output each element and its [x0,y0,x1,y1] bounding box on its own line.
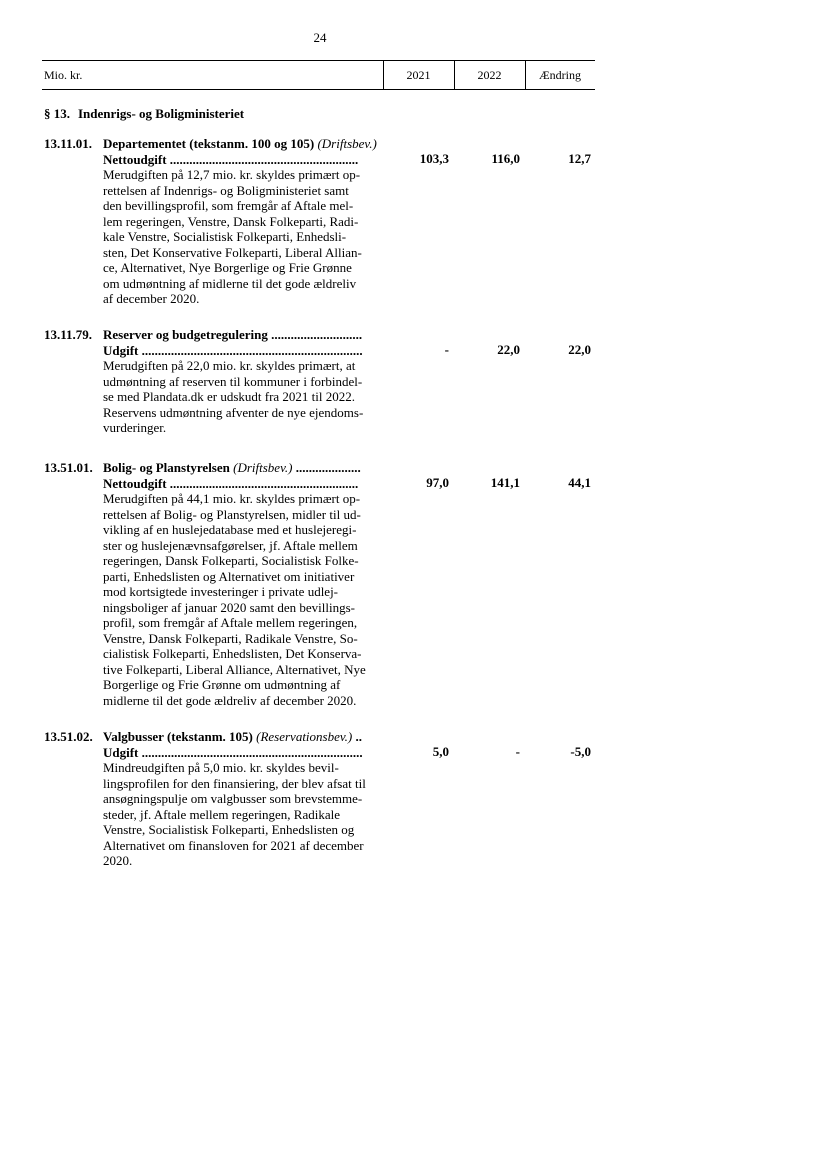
column-2021-header: 2021 [406,68,431,82]
entry-text-line: lem regeringen, Venstre, Dansk Folkeparti, Radi- [103,213,359,229]
unit-label: Mio. kr. [44,68,83,82]
entry-text-line: Merudgiften på 22,0 mio. kr. skyldes primært, at [103,358,356,373]
value-2022: 141,1 [490,475,520,490]
entry-text-line: steder, jf. Aftale mellem regeringen, Radikale [103,806,340,822]
entry-text-line: midlerne til det gode ældreliv af december 2020. [103,692,357,708]
value-2021: - [444,342,449,357]
entry-text-line: lingsprofilen for den finansiering, der blev afsat til [103,775,366,791]
entry-title-note: (Driftsbev.) [317,136,377,151]
entry-sub-label: Nettoudgift [103,475,167,491]
entry-body [103,729,383,869]
value-change: 22,0 [568,342,591,357]
entry-sub-dots: .......................................................... [166,475,359,491]
entry-title: Bolig- og Planstyrelsen [103,460,230,475]
entry-text-line: se med Plandata.dk er udskudt fra 2021 til 2022. [103,389,356,404]
entry-text-line: ce, Alternativet, Nye Borgerlige og Frie Grønne [103,260,352,275]
entry-text-line: sten, Det Konservative Folkeparti, Liberal Allian- [103,244,362,260]
entry-sub-dots: .......................................................... [166,151,359,167]
entry-title-dots: .. [352,729,363,744]
value-change: 44,1 [568,475,591,490]
entry-text-line: vurderinger. [103,420,167,435]
entry-code: 13.11.01. [44,136,93,151]
entry-text-line: af december 2020. [103,291,200,306]
entry-text-line: Merudgiften på 44,1 mio. kr. skyldes primært op- [103,491,361,506]
column-change-header: Ændring [539,68,581,82]
entry-text-line: regeringen, Dansk Folkeparti, Socialistisk Folke- [103,553,359,568]
section-symbol: § 13. [44,106,70,121]
entry-text-line: cialistisk Folkeparti, Enhedslisten, Det Konserva- [103,646,362,661]
entry-sub-dots: .................................................................... [138,744,363,760]
column-header [42,60,595,90]
entry-sub-label: Udgift [103,342,139,358]
entry-text-line: Mindreudgiften på 5,0 mio. kr. skyldes bevil- [103,760,339,775]
entry-text-line: tive Folkeparti, Liberal Alliance, Alternativet, Nye [103,661,366,677]
column-2022-header: 2022 [477,68,502,82]
entry-text-line: Borgerlige og Frie Grønne om udmøntning af [103,677,341,692]
entry-text-line: rettelsen af Bolig- og Planstyrelsen, midler til ud- [103,506,361,522]
entry-sub-line [103,152,383,168]
entry-title: Reserver og budgetregulering [103,327,268,342]
value-change: 12,7 [568,151,591,166]
entry-body [103,460,383,708]
entry-title-line [103,460,383,476]
entry-text-line: Venstre, Socialistisk Folkeparti, Enhedslisten og [103,822,355,837]
section-title [44,106,244,122]
value-2022: 116,0 [491,151,520,166]
entry-code: 13.51.01. [44,460,93,475]
entry-text-line: den bevillingsprofil, som fremgår af Aftale mel- [103,198,354,213]
entry-text-line: ningsboliger af januar 2020 samt den bevillings- [103,599,356,615]
entry-title: Departementet (tekstanm. 100 og 105) [103,136,315,151]
entry-text-line: ansøgningspulje om valgbusser som brevstemme- [103,791,363,806]
entry-text-line: profil, som fremgår af Aftale mellem regeringen, [103,615,358,630]
page-number: 24 [313,30,327,45]
entry-sub-line [103,745,383,761]
value-2022: - [515,744,520,759]
value-change: -5,0 [570,744,591,759]
entry-sub-label: Nettoudgift [103,151,167,167]
entry-title-note: (Driftsbev.) [233,460,293,475]
entry-title-note: (Reservationsbev.) [256,729,353,744]
entry-title-line [103,136,383,152]
entry-text-line: kale Venstre, Socialistisk Folkeparti, Enhedsli- [103,229,347,244]
entry-text-line: mod kortsigtede investeringer i private udlej- [103,584,339,599]
entry-text-line: 2020. [103,853,133,868]
entry-text-line: om udmøntning af midlerne til det gode ældreliv [103,275,357,291]
value-2021: 103,3 [419,151,449,166]
entry-code: 13.11.79. [44,327,93,342]
value-2022: 22,0 [497,342,520,357]
entry-text-line: Merudgiften på 12,7 mio. kr. skyldes primært op- [103,167,361,182]
entry-text-line: rettelsen af Indenrigs- og Boligministeriet samt [103,182,349,198]
value-2021: 5,0 [432,744,449,759]
value-2021: 97,0 [426,475,449,490]
entry-title: Valgbusser (tekstanm. 105) [103,729,253,744]
entry-title-line [103,327,383,343]
entry-title-dots: .................... [292,460,361,475]
entry-text-line: vikling af en huslejedatabase med et huslejeregi- [103,522,357,537]
entry-text-line: Alternativet om finansloven for 2021 af december [103,837,364,853]
section-name: Indenrigs- og Boligministeriet [78,106,245,121]
entry-body [103,136,383,307]
entry-body [103,327,383,436]
entry-sub-dots: .................................................................... [138,342,363,358]
entry-text-line: Venstre, Dansk Folkeparti, Radikale Venstre, So- [103,630,358,646]
entry-sub-line [103,343,383,359]
entry-title-line [103,729,383,745]
entry-text-line: Reservens udmøntning afventer de nye ejendoms- [103,404,364,420]
entry-text-line: udmøntning af reserven til kommuner i forbindel- [103,373,363,389]
entry-text-line: ster og huslejenævnsafgørelser, jf. Aftale mellem [103,537,358,553]
entry-sub-label: Udgift [103,744,139,760]
entry-code: 13.51.02. [44,729,93,744]
entry-title-dots: ............................ [271,327,363,342]
entry-text-line: parti, Enhedslisten og Alternativet om initiativer [103,568,355,584]
entry-sub-line [103,476,383,492]
